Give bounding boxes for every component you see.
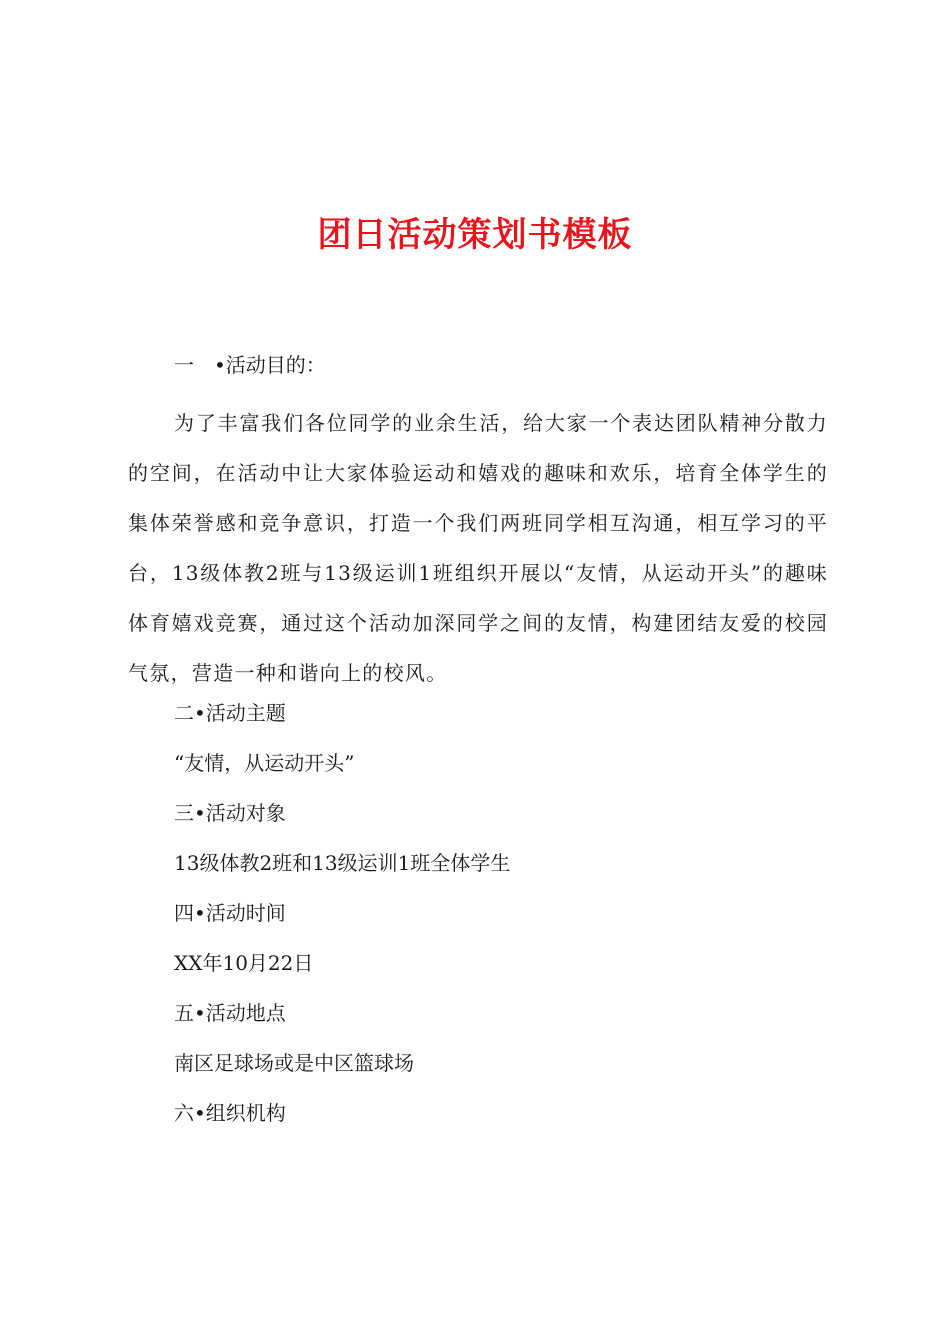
purpose-paragraph: 为了丰富我们各位同学的业余生活，给大家一个表达团队精神分散力的空间，在活动中让大家体验运动和嬉戏的趣味和欢乐，培育全体学生的集体荣誉感和竞争意识，打造一个我们两班同学相互沟通，相互学习的平台，13级体教2班与13级运训1班组织开展以“友情，从运动开头”的趣味体育嬉戏竞赛，通过这个活动加深同学之间的友情，构建团结友爱的校园气氛，营造一种和谐向上的校风。 (128, 411, 828, 685)
section-heading-time: 四•活动时间 (174, 901, 286, 925)
section-heading-location: 五•活动地点 (174, 1001, 286, 1025)
theme-text: “友情，从运动开头” (174, 751, 355, 775)
section-heading-purpose: 一 •活动目的： (174, 353, 326, 377)
section-heading-audience: 三•活动对象 (174, 801, 286, 825)
audience-text: 13级体教2班和13级运训1班全体学生 (174, 851, 511, 875)
document-title: 团日活动策划书模板 (317, 215, 633, 255)
section-heading-organization: 六•组织机构 (174, 1101, 286, 1125)
location-text: 南区足球场或是中区篮球场 (174, 1051, 414, 1075)
section-heading-theme: 二•活动主题 (174, 701, 286, 725)
time-text: XX年10月22日 (174, 951, 314, 975)
